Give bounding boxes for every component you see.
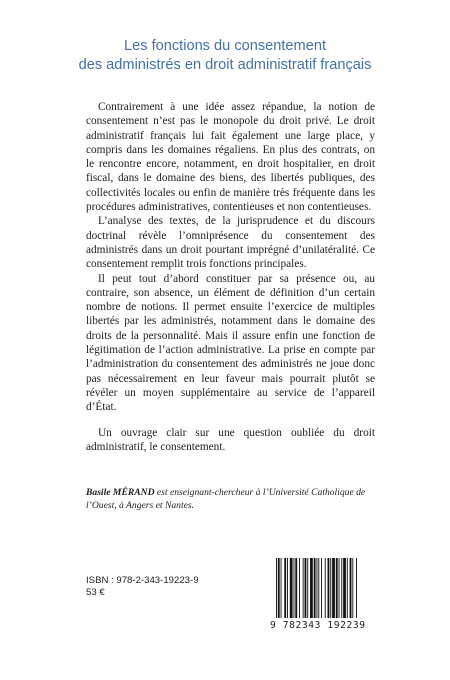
blurb-paragraph-3: Il peut tout d’abord constituer par sa présence ou, au contraire, son absence, un élément de définition d’un certain nombre de notions. Il permet ensuite l’exercice de multiples libertés par les administrés, notamment dans le domaine des droits de la personnalité. Mais il assure enfin une fonction de légitimation de l’action administrative. La prise en compte par l’administration du consentement des administrés ne joue donc pas nécessairement en leur faveur mais pourrait plutôt se révéler un moyen supplémentaire au service de l’appareil d’État.: [86, 272, 375, 414]
barcode-bar: [341, 558, 342, 618]
barcode-bar: [336, 558, 338, 618]
blurb-paragraph-2: L’analyse des textes, de la jurisprudence et du discours doctrinal révèle l’omniprésence du consentement des administrés dans un droit pourtant imprégné d’unilatéralité. Ce consentement remplit trois fonctions principales.: [86, 215, 375, 271]
barcode-bar: [321, 558, 322, 618]
barcode-digits: 9 782343 192239: [270, 620, 366, 631]
barcode-bar: [347, 558, 348, 618]
barcode: [268, 556, 380, 640]
barcode-bar: [276, 558, 277, 618]
isbn-line: ISBN : 978-2-343-19223-9: [86, 575, 199, 586]
barcode-bar: [356, 558, 357, 618]
barcode-bar: [343, 558, 346, 618]
author-bio: est enseignant-chercheur à l’Université Catholique de l’Ouest, à Angers et Nantes.: [86, 487, 366, 511]
barcode-bar: [350, 558, 352, 618]
author-note: [86, 487, 375, 512]
barcode-bar: [278, 558, 280, 618]
barcode-bar: [305, 558, 307, 618]
barcode-bar: [325, 558, 326, 618]
barcode-bar: [339, 558, 340, 618]
barcode-bar: [307, 558, 308, 618]
barcode-bar: [330, 558, 331, 618]
blurb-paragraph-4: Un ouvrage clair sur une question oubliée du droit administratif, le consentement.: [86, 426, 375, 453]
barcode-bar: [284, 558, 286, 618]
barcode-bar: [303, 558, 304, 618]
barcode-bar: [318, 558, 319, 618]
barcode-bar: [332, 558, 335, 618]
barcode-bar: [314, 558, 316, 618]
barcode-bar: [352, 558, 353, 618]
author-name: Basile MÉRAND: [86, 487, 155, 498]
price: 53 €: [86, 587, 105, 598]
isbn-block: [86, 575, 199, 599]
barcode-bar: [281, 558, 282, 618]
barcode-bars: [268, 556, 380, 622]
barcode-bar: [287, 558, 288, 618]
barcode-bar: [316, 558, 317, 618]
title-line-2: des administrés en droit administratif français: [78, 57, 372, 73]
barcode-bar: [293, 558, 294, 618]
title-line-1: Les fonctions du consentement: [123, 38, 326, 54]
barcode-bar: [299, 558, 300, 618]
barcode-bar: [295, 558, 297, 618]
barcode-bar: [290, 558, 293, 618]
blurb-paragraph-1: Contrairement à une idée assez répandue, la notion de consentement n’est pas le monopole du droit privé. Le droit administratif français lui fait également une large place, y compris dans les domaines régaliens. En plus des contrats, on le rencontre encore, notamment, en droit hospitalier, en droit fiscal, dans le domaine des biens, des libertés publiques, des collectivités locales ou enfin de manière très fréquente dans les procédures administratives, contentieuses et non contentieuses.: [86, 101, 375, 214]
blurb: [86, 100, 375, 454]
book-title: [0, 37, 450, 75]
barcode-bar: [310, 558, 313, 618]
barcode-bar: [328, 558, 330, 618]
